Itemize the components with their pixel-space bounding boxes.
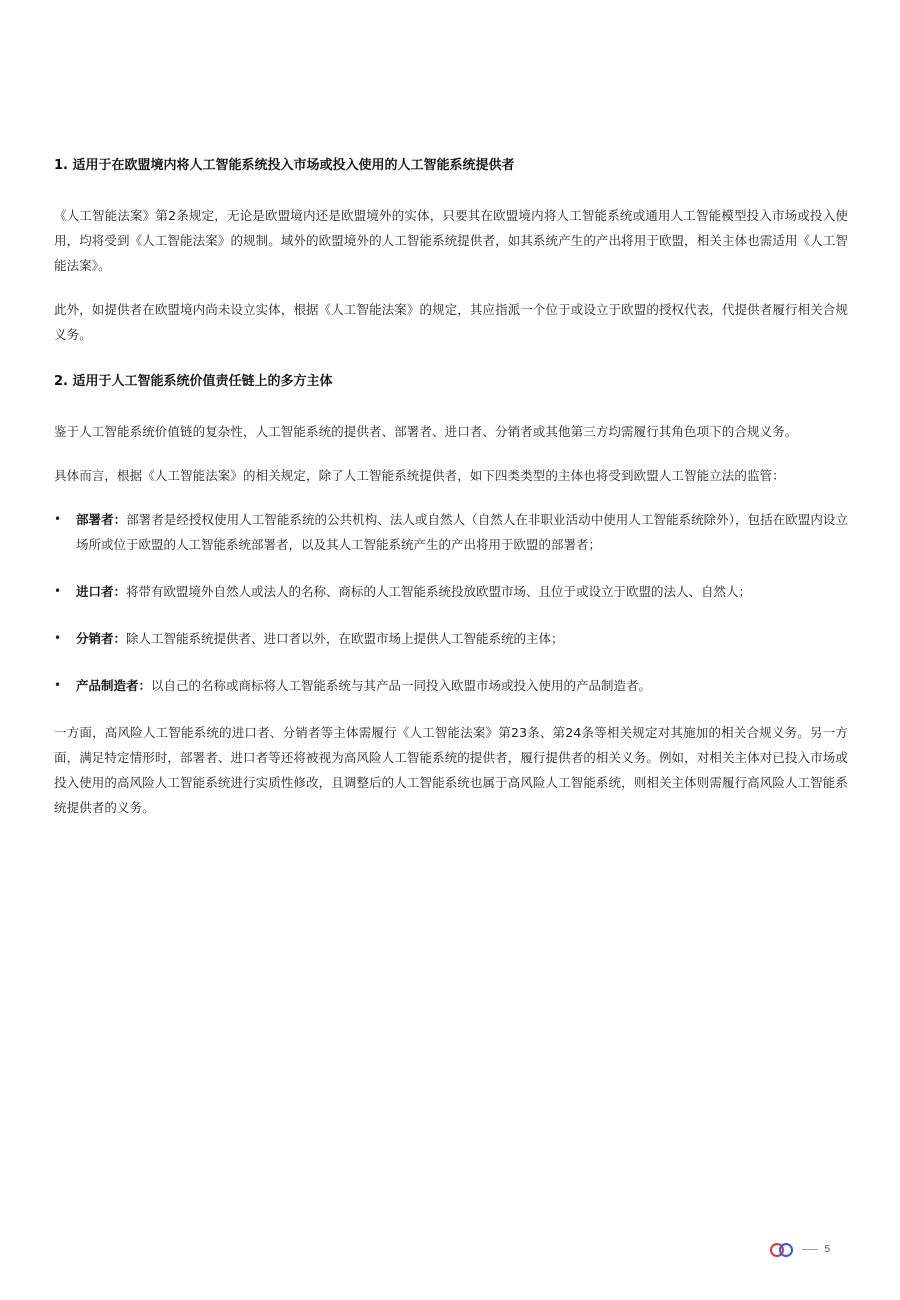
section-2-closing-paragraph: 一方面，高风险人工智能系统的进口者、分销者等主体需履行《人工智能法案》第23条、第24条等相关规定对其施加的相关合规义务。另一方面，满足特定情形时，部署者、进口者等还将被视为高风险人工智能系统的提供者，履行提供者的相关义务。例如，对相关主体对已投入市场或投入使用的高风险人工智能系统进行实质性修改，且调整后的人工智能系统也属于高风险人工智能系统，则相关主体则需履行高风险人工智能系统提供者的义务。 — [54, 725, 848, 815]
section-1-heading: 1. 适用于在欧盟境内将人工智能系统投入市场或投入使用的人工智能系统提供者 — [54, 158, 515, 173]
list-item-product-manufacturer — [54, 673, 848, 698]
list-item-term: 进口者： — [76, 584, 127, 599]
list-item-text: 将带有欧盟境外自然人或法人的名称、商标的人工智能系统投放欧盟市场、且位于或设立于欧盟的法人、自然人； — [126, 584, 752, 599]
footer-divider — [802, 1249, 818, 1250]
list-item-text: 除人工智能系统提供者、进口者以外，在欧盟市场上提供人工智能系统的主体； — [126, 631, 564, 646]
blue-ring-icon — [779, 1243, 793, 1257]
bullet-dot-icon: • — [54, 584, 62, 598]
section-2-heading: 2. 适用于人工智能系统价值责任链上的多方主体 — [54, 374, 333, 389]
list-item-text: 部署者是经授权使用人工智能系统的公共机构、法人或自然人（自然人在非职业活动中使用人工智能系统除外），包括在欧盟内设立场所或位于欧盟的人工智能系统部署者，以及其人工智能系统产生的产出将用于欧盟的部署者； — [76, 512, 848, 552]
page-footer — [770, 1239, 830, 1259]
actor-list — [54, 507, 848, 698]
list-item-term: 分销者： — [76, 631, 127, 646]
section-1-paragraph-2: 此外，如提供者在欧盟境内尚未设立实体，根据《人工智能法案》的规定，其应指派一个位于或设立于欧盟的授权代表，代提供者履行相关合规义务。 — [54, 302, 848, 342]
section-1-paragraph-1: 《人工智能法案》第2条规定，无论是欧盟境内还是欧盟境外的实体，只要其在欧盟境内将人工智能系统或通用人工智能模型投入市场或投入使用，均将受到《人工智能法案》的规制。域外的欧盟境外的人工智能系统提供者，如其系统产生的产出将用于欧盟，相关主体也需适用《人工智能法案》。 — [54, 208, 848, 273]
bullet-dot-icon: • — [54, 512, 62, 526]
bullet-dot-icon: • — [54, 678, 62, 692]
list-item-importer — [54, 579, 848, 604]
list-item-term: 部署者： — [76, 512, 127, 527]
section-2-paragraph-2: 具体而言，根据《人工智能法案》的相关规定，除了人工智能系统提供者，如下四类类型的主体也将受到欧盟人工智能立法的监管： — [54, 468, 785, 483]
list-item-distributor — [54, 626, 848, 651]
double-ring-logo-icon — [770, 1242, 794, 1256]
list-item-term: 产品制造者： — [76, 678, 152, 693]
bullet-dot-icon: • — [54, 631, 62, 645]
page-number: 5 — [824, 1243, 830, 1255]
list-item-text: 以自己的名称或商标将人工智能系统与其产品一同投入欧盟市场或投入使用的产品制造者。 — [151, 678, 652, 693]
list-item-deployer — [54, 507, 848, 557]
section-2-paragraph-1: 鉴于人工智能系统价值链的复杂性，人工智能系统的提供者、部署者、进口者、分销者或其他第三方均需履行其角色项下的合规义务。 — [54, 424, 798, 439]
document-body — [54, 155, 848, 839]
